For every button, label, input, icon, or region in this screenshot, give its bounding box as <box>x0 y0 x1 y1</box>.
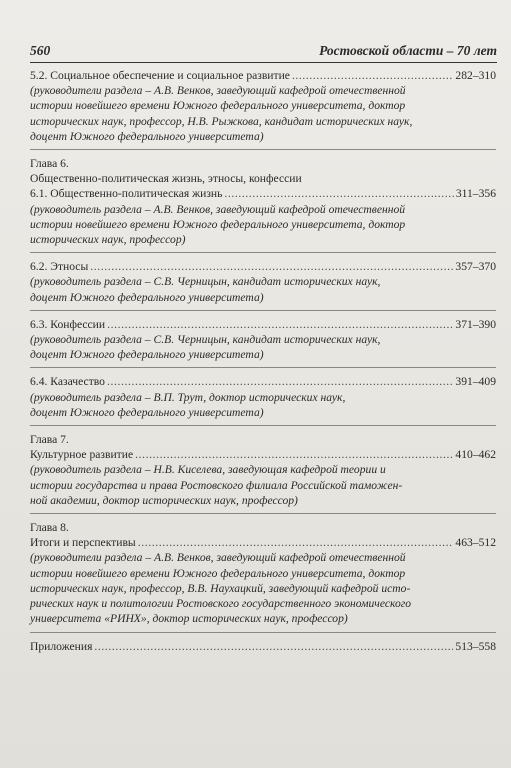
description-line: ной академии, доктор исторических наук, профессор) <box>30 493 298 507</box>
description-line: доцент Южного федерального университета) <box>30 129 264 143</box>
description-line: доцент Южного федерального университета) <box>30 348 264 362</box>
toc-heading-line <box>30 186 496 201</box>
toc-entry <box>30 317 496 363</box>
chapter-label: Глава 6. <box>30 157 69 171</box>
chapter-title: Общественно-политическая жизнь, этносы, конфессии <box>30 172 302 186</box>
toc-heading-line <box>30 535 496 550</box>
description-line: (руководители раздела – А.В. Венков, заведующий кафедрой отечественной <box>30 551 406 565</box>
toc-title: Культурное развитие <box>30 448 134 462</box>
description-line: (руководитель раздела – Н.В. Киселева, заведующая кафедрой теории и <box>30 463 386 477</box>
toc-entry <box>30 259 496 305</box>
description-line: (руководитель раздела – С.В. Черницын, кандидат исторических наук, <box>30 333 381 347</box>
toc-heading-line <box>30 317 496 332</box>
running-title: Ростовской области – 70 лет <box>319 43 497 58</box>
toc-entry <box>30 639 496 654</box>
description-line: (руководители раздела – А.В. Венков, заведующий кафедрой отечественной <box>30 84 406 98</box>
chapter-label: Глава 8. <box>30 521 69 535</box>
description-line: (руководитель раздела – В.П. Трут, доктор исторических наук, <box>30 390 346 404</box>
toc-leader <box>292 68 453 83</box>
description-line: (руководитель раздела – С.В. Черницын, кандидат исторических наук, <box>30 275 381 289</box>
description-line: исторических наук, профессор) <box>30 233 186 247</box>
description-line: истории новейшего времени Южного федерального университета, доктор <box>30 99 406 113</box>
divider <box>30 252 496 253</box>
toc-description <box>30 274 496 304</box>
toc-pages: 371–390 <box>455 317 496 331</box>
description-line: доцент Южного федерального университета) <box>30 405 264 419</box>
toc-title: 6.2. Этносы <box>30 260 89 274</box>
toc-leader <box>138 535 454 550</box>
toc-leader <box>107 317 453 332</box>
toc-title: Итоги и перспективы <box>30 536 136 550</box>
toc-title: 6.1. Общественно-политическая жизнь <box>30 187 223 201</box>
table-of-contents <box>30 68 496 654</box>
page-header <box>30 38 497 63</box>
toc-entry <box>30 374 496 420</box>
toc-pages: 410–462 <box>455 448 496 462</box>
toc-leader <box>94 639 453 654</box>
toc-title: 6.4. Казачество <box>30 375 105 389</box>
divider <box>30 367 496 368</box>
description-line: (руководитель раздела – А.В. Венков, заведующий кафедрой отечественной <box>30 202 406 216</box>
divider <box>30 513 496 514</box>
toc-entry <box>30 520 496 626</box>
toc-leader <box>107 374 453 389</box>
toc-heading-line <box>30 374 496 389</box>
divider <box>30 310 496 311</box>
toc-pages: 391–409 <box>455 375 496 389</box>
divider <box>30 149 496 150</box>
description-line: доцент Южного федерального университета) <box>30 290 264 304</box>
toc-description <box>30 83 496 144</box>
divider <box>30 425 496 426</box>
description-line: истории новейшего времени Южного федерального университета, доктор <box>30 217 406 231</box>
description-line: исторических наук, профессор, Н.В. Рыжкова, кандидат исторических наук, <box>30 114 413 128</box>
toc-pages: 282–310 <box>455 69 496 82</box>
divider <box>30 632 496 633</box>
toc-heading-line <box>30 259 496 274</box>
toc-leader <box>135 447 453 462</box>
chapter-label: Глава 7. <box>30 433 69 447</box>
toc-title: 5.2. Социальное обеспечение и социальное развитие <box>30 69 290 82</box>
toc-entry <box>30 156 496 247</box>
toc-description <box>30 390 496 420</box>
description-line: университета «РИНХ», доктор исторических наук, профессор) <box>30 612 348 626</box>
page-number: 560 <box>30 43 51 58</box>
toc-leader <box>224 186 453 201</box>
description-line: истории государства и права Ростовского филиала Российской таможен- <box>30 478 403 492</box>
toc-heading-line <box>30 447 496 462</box>
description-line: рических наук и политологии Ростовского государственного экономического <box>30 597 412 611</box>
toc-leader <box>90 259 453 274</box>
toc-pages: 513–558 <box>455 639 496 653</box>
toc-heading-line <box>30 68 496 83</box>
toc-title: 6.3. Конфессии <box>30 317 106 331</box>
toc-entry <box>30 432 496 508</box>
toc-pages: 357–370 <box>455 260 496 274</box>
toc-heading-line <box>30 639 496 654</box>
toc-pages: 463–512 <box>455 536 496 550</box>
description-line: истории новейшего времени Южного федерального университета, доктор <box>30 566 406 580</box>
toc-title: Приложения <box>30 639 93 653</box>
description-line: исторических наук, профессор, В.В. Наухацкий, заведующий кафедрой исто- <box>30 581 411 595</box>
toc-description <box>30 462 496 508</box>
toc-pages: 311–356 <box>455 187 496 201</box>
toc-entry <box>30 68 496 144</box>
toc-description <box>30 550 496 626</box>
toc-description <box>30 332 496 362</box>
toc-description <box>30 202 496 248</box>
